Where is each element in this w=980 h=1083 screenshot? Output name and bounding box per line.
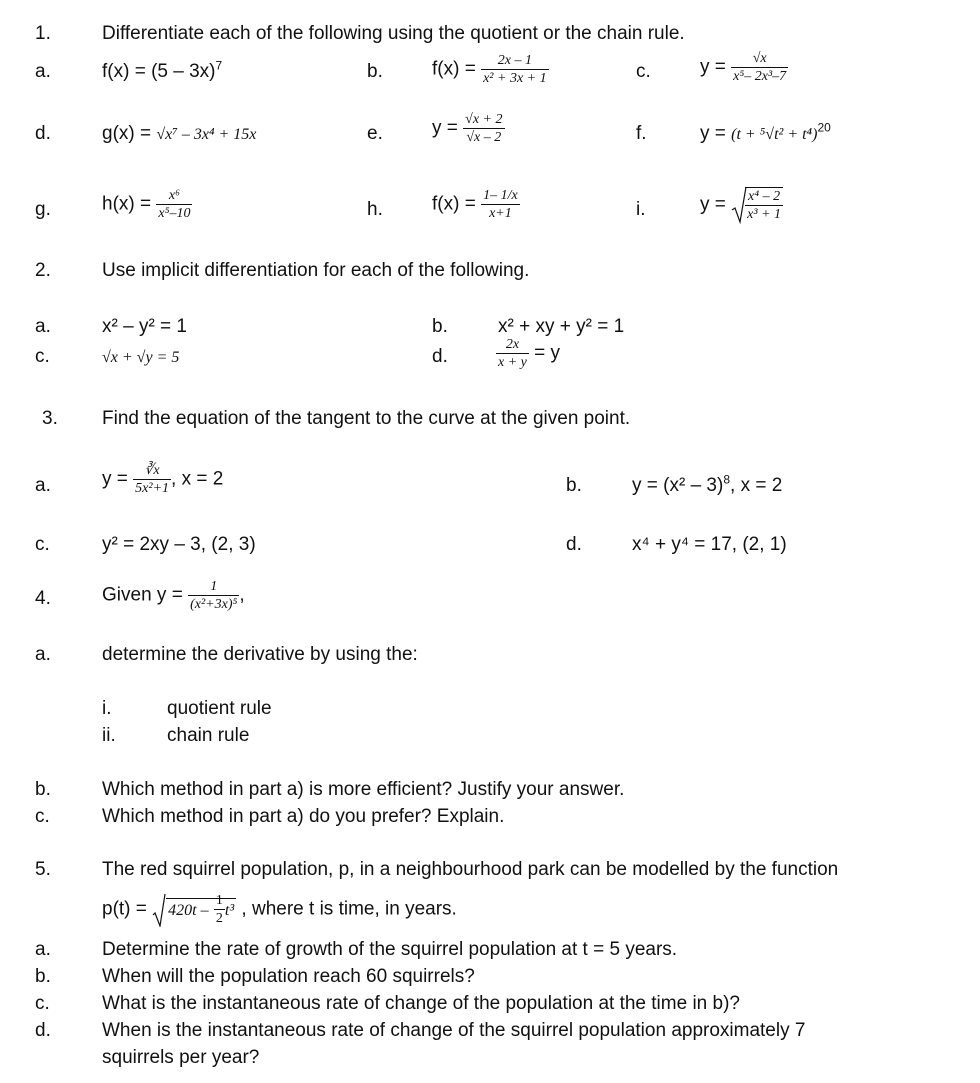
q2b-expression: x² + xy + y² = 1: [498, 316, 625, 337]
q1g-expression: h(x) = $\frac{\text{x⁶}}{\text{x⁵–10}}$: [102, 188, 191, 221]
q5d-label: d.: [35, 1020, 51, 1041]
q4b-text: Which method in part a) is more efficient? Justify your answer.: [102, 779, 625, 800]
q1i-label: i.: [636, 199, 646, 220]
q4-number: 4.: [35, 588, 51, 609]
q5-number: 5.: [35, 859, 51, 880]
q4a-text: determine the derivative by using the:: [102, 644, 418, 665]
q2d-label: d.: [432, 346, 448, 367]
q3c-label: c.: [35, 534, 50, 555]
q5d-text: When is the instantaneous rate of change of the squirrel population approximately 7: [102, 1020, 806, 1041]
q1g-label: g.: [35, 199, 51, 220]
q1f-expression: $y = (t + ^5√t^2 + t^4)^{20}$: [700, 120, 831, 144]
q3c-expression: y² = 2xy – 3, (2, 3): [102, 534, 256, 555]
q1e-label: e.: [367, 123, 383, 144]
q2c-label: c.: [35, 346, 50, 367]
q1h-label: h.: [367, 199, 383, 220]
q5a-text: Determine the rate of growth of the squirrel population at t = 5 years.: [102, 939, 678, 960]
q1f-label: f.: [636, 123, 647, 144]
q5b-text: When will the population reach 60 squirrels?: [102, 966, 475, 987]
q1e-expression: y = $\frac{√x + 2}{√x - 2}$: [432, 112, 503, 145]
q4a-sub-i-text: quotient rule: [167, 698, 272, 719]
q1h-expression: f(x) = $\frac{1- 1/x}{x+1}$: [432, 188, 518, 221]
q1d-label: d.: [35, 123, 51, 144]
q2c-expression: √x + √y = 5: [102, 349, 180, 366]
q5a-label: a.: [35, 939, 51, 960]
q1i-expression: y = $\frac{\text{x⁴ – 2}}{\text{x³ + 1}}$: [700, 186, 783, 224]
q5c-text: What is the instantaneous rate of change of the population at the time in b)?: [102, 993, 740, 1014]
q4a-label: a.: [35, 644, 51, 665]
q4c-text: Which method in part a) do you prefer? Explain.: [102, 806, 505, 827]
q1c-label: c.: [636, 61, 651, 82]
q2-instruction: Use implicit differentiation for each of the following.: [102, 260, 530, 281]
square-root-icon: [152, 893, 166, 927]
q3-instruction: Find the equation of the tangent to the curve at the given point.: [102, 408, 631, 429]
q1b-expression: f(x) = $\frac{2x - 1}{\text{x² + 3x + 1}}$: [432, 53, 547, 86]
q3b-label: b.: [566, 475, 582, 496]
q3d-expression: x⁴ + y⁴ = 17, (2, 1): [632, 534, 787, 555]
q1-number: 1.: [35, 23, 51, 44]
q5d-text-continued: squirrels per year?: [102, 1047, 260, 1068]
q4a-sub-ii-text: chain rule: [167, 725, 250, 746]
q2a-label: a.: [35, 316, 51, 337]
q1c-expression: y = $\frac{√x}{\text{x⁵– 2x³–7}}$: [700, 51, 787, 84]
q1a-expression: f(x) = (5 – 3x)$^7$: [102, 58, 223, 82]
q4-given: Given y = $\frac{1}{\text{(x²+3x)⁵}}$ ,: [102, 579, 245, 612]
q3b-expression: y = (x² – 3)$^8$, x = 2: [632, 472, 783, 496]
q4b-label: b.: [35, 779, 51, 800]
q1a-label: a.: [35, 61, 51, 82]
q4a-sub-i-label: i.: [102, 698, 112, 719]
q2b-label: b.: [432, 316, 448, 337]
q5b-label: b.: [35, 966, 51, 987]
q3-number: 3.: [42, 408, 58, 429]
q3a-expression: y = $\frac{∛x}{\text{5x²+1}}$ , x = 2: [102, 463, 224, 496]
q3a-label: a.: [35, 475, 51, 496]
q2-number: 2.: [35, 260, 51, 281]
q1d-expression: g(x) = √x⁷ – 3x⁴ + 15x: [102, 123, 257, 144]
q4a-sub-ii-label: ii.: [102, 725, 116, 746]
q2d-expression: $\frac{2x}{x + y}$ = y: [498, 337, 561, 370]
q5-intro: The red squirrel population, p, in a neighbourhood park can be modelled by the function: [102, 859, 839, 880]
q1b-label: b.: [367, 61, 383, 82]
q2a-expression: x² – y² = 1: [102, 316, 187, 337]
q4c-label: c.: [35, 806, 50, 827]
q5-function: p(t) = 420t – $\frac{1}{2}$ t³ , where t is time, in years.: [102, 893, 457, 926]
q3d-label: d.: [566, 534, 582, 555]
q1-instruction: Differentiate each of the following using the quotient or the chain rule.: [102, 23, 685, 44]
q5c-label: c.: [35, 993, 50, 1014]
